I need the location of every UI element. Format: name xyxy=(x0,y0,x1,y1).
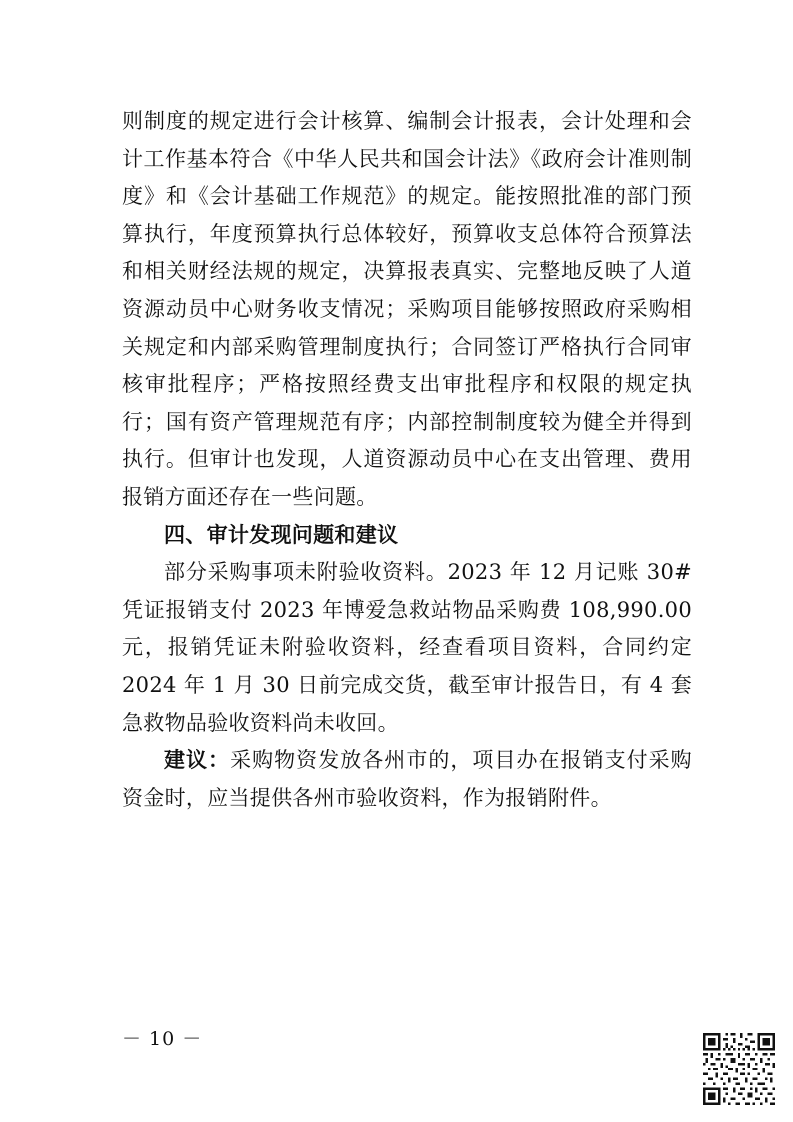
paragraph-audit-conclusion: 则制度的规定进行会计核算、编制会计报表，会计处理和会计工作基本符合《中华人民共和国会计法》《政府会计准则制度》和《会计基础工作规范》的规定。能按照批准的部门预算执行，年度预算执行总体较好，预算收支总体符合预算法和相关财经法规的规定，决算报表真实、完整地反映了人道资源动员中心财务收支情况；采购项目能够按照政府采购相关规定和内部采购管理制度执行；合同签订严格执行合同审核审批程序；严格按照经费支出审批程序和权限的规定执行；国有资产管理规范有序；内部控制制度较为健全并得到执行。但审计也发现，人道资源动员中心在支出管理、费用报销方面还存在一些问题。 xyxy=(122,109,692,509)
document-body xyxy=(122,103,692,817)
qr-code-icon xyxy=(703,1033,775,1105)
page-number: － 10 － xyxy=(122,1028,203,1050)
paragraph-issue: 部分采购事项未附验收资料。2023 年 12 月记账 30#凭证报销支付 2023 年博爱急救站物品采购费 108,990.00 元，报销凭证未附验收资料，经查看项目资料，合同约定 2024 年 1 月 30 日前完成交货，截至审计报告日，有 4 套急救物品验收资料尚未收回。 xyxy=(122,560,692,735)
suggestion-text: 采购物资发放各州市的，项目办在报销支付采购资金时，应当提供各州市验收资料，作为报销附件。 xyxy=(122,748,692,810)
paragraph-suggestion xyxy=(122,742,692,817)
suggestion-label: 建议： xyxy=(164,748,231,773)
section-heading: 四、审计发现问题和建议 xyxy=(164,522,399,547)
